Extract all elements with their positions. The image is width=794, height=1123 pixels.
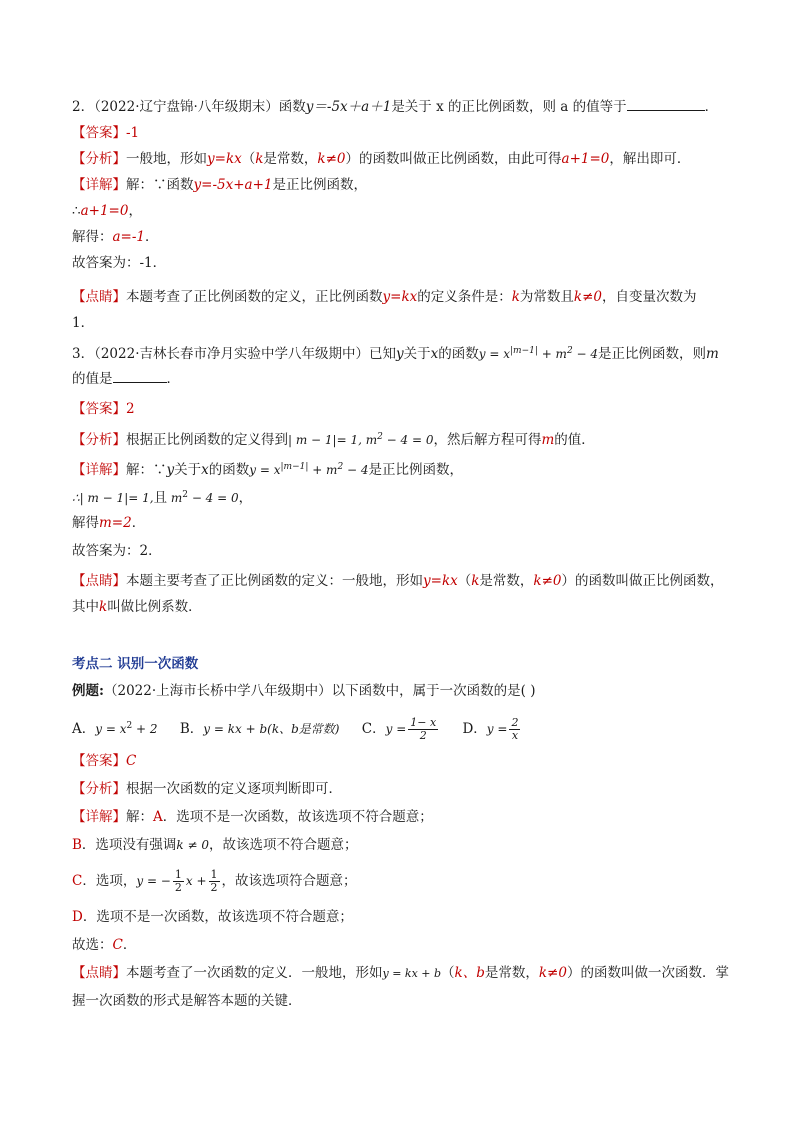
q3-step1-d: − 4 = 0 [188, 491, 239, 505]
q3-step1-e: ， [238, 490, 253, 506]
q3-analysis [72, 426, 734, 451]
option-a-label: A． [72, 721, 96, 737]
q2-analysis-k0: k≠0 [317, 151, 346, 167]
q3-func-exp: |m−1| [510, 346, 538, 356]
q3-comment [72, 570, 734, 592]
q3-analysis-m: m [541, 432, 555, 448]
q3-stem-mid3: 是正比例函数，则 [598, 346, 706, 362]
q3-detail-function [249, 463, 368, 477]
q3-stem-y: y [396, 346, 404, 362]
q3-func-exp2: 2 [566, 346, 573, 356]
example-label: 例题: [72, 683, 104, 699]
example-line-c-b: ，故该选项符合题意； [221, 873, 357, 889]
q2-analysis-a: 一般地，形如 [126, 151, 207, 167]
q3-stem-mid1: 关于 [403, 346, 431, 362]
q3-step2-b: ． [131, 515, 146, 531]
q2-stem [72, 96, 734, 118]
detail-tag: 【详解】 [72, 177, 126, 193]
q2-analysis-c: 是常数， [263, 151, 318, 167]
option-d-lhs: y = [486, 722, 508, 736]
detail-tag: 【详解】 [72, 809, 126, 825]
q3-func-c: − 4 [572, 347, 598, 361]
q2-analysis [72, 148, 734, 170]
q2-answer-blank [627, 96, 705, 111]
option-c-num: 1− x [410, 716, 437, 729]
q2-function: y＝-5x＋a＋1 [305, 99, 392, 115]
q2-comment [72, 286, 734, 308]
q2-comment-a: 本题考查了正比例函数的定义，正比例函数 [126, 289, 383, 305]
q3-analysis-eq-exp: 2 [377, 432, 383, 442]
example-line-b-eq: k ≠ 0 [176, 838, 210, 852]
q3-comment-line2-k: k [99, 599, 108, 615]
example-line-c-d1: 2 [174, 881, 182, 894]
option-d-den: x [511, 729, 519, 742]
option-a-exp: 2 [126, 721, 133, 731]
example-comment-a: 本题考查了一次函数的定义．一般地，形如 [126, 965, 383, 981]
example-comment-k0: k≠0 [538, 965, 567, 981]
q2-step2-b: ． [145, 229, 159, 245]
q3-analysis-c: 的值． [554, 432, 595, 448]
q2-comment-func: y=kx [382, 289, 418, 305]
q3-step1-exp: 2 [182, 490, 188, 500]
q3-detail-b: 关于 [174, 462, 202, 478]
q3-detail-d: 是正比例函数， [368, 462, 463, 478]
q3-comment-func: y=kx [423, 573, 458, 589]
q3-detail-c: 的函数 [208, 462, 250, 478]
example-line-b-label: B [72, 837, 82, 853]
answer-tag: 【答案】 [72, 125, 126, 141]
option-b [180, 715, 340, 743]
q3-stem [72, 340, 734, 365]
example-comment [72, 962, 734, 985]
q3-comment-k0: k≠0 [533, 573, 562, 589]
option-d-num: 2 [511, 716, 519, 729]
analysis-tag: 【分析】 [72, 781, 126, 797]
q2-analysis-e: ，解出即可． [609, 151, 691, 167]
q3-step1-c: m [167, 491, 183, 505]
q3-step1 [72, 484, 734, 509]
q3-stem-prefix: 3．（2022·吉林长春市净月实验中学八年级期中）已知 [72, 346, 396, 362]
q2-detail-a: 解：∵函数 [126, 177, 194, 193]
q3-stem-m: m [706, 346, 719, 362]
q3-func-a: y = x [478, 347, 510, 361]
detail-tag: 【详解】 [72, 462, 126, 478]
q3-detail-y: y [166, 462, 175, 478]
q3-comment-a: 本题主要考查了正比例函数的定义：一般地，形如 [126, 573, 423, 589]
q2-step1 [72, 200, 734, 222]
q2-comment-e: 1． [72, 315, 95, 331]
example-comment-line2: 握一次函数的形式是解答本题的关键． [72, 993, 302, 1009]
q2-analysis-d: ）的函数叫做正比例函数，由此可得 [345, 151, 562, 167]
q2-analysis-eq: a+1=0 [561, 151, 610, 167]
option-b-text: y = kx + b(k、b是常数) [203, 722, 340, 736]
q2-step1-a: ∴ [72, 203, 81, 219]
example-analysis-text: 根据一次函数的定义逐项判断即可． [126, 781, 342, 797]
example-line-d-label: D [72, 909, 83, 925]
q3-step1-a: ∴| m − 1|= 1, [72, 491, 154, 505]
example-line-c-n2: 1 [210, 868, 218, 881]
q2-comment-c: 为常数且 [519, 289, 574, 305]
example-comment-b: （ [441, 965, 455, 981]
q2-answer-value: -1 [126, 125, 140, 141]
example-answer-value: C [126, 753, 137, 769]
q3-comment-line2-a: 其中 [72, 599, 99, 615]
q3-analysis-eq-a: | m − 1|= 1, m [288, 433, 378, 447]
option-b-label: B． [179, 721, 204, 737]
example-answer [72, 750, 734, 772]
example-comment-func: y = kx + b [382, 967, 442, 980]
example-detail-a: 解： [126, 809, 153, 825]
q2-detail-func: y=-5x+a+1 [193, 177, 273, 193]
example-line-b [72, 834, 734, 856]
q2-detail-b: 是正比例函数， [272, 177, 367, 193]
option-d-label: D． [462, 721, 487, 737]
option-a [72, 712, 158, 743]
q3-stem-mid2: 的函数 [438, 346, 479, 362]
q3-detail-f-b: + m [308, 463, 338, 477]
q3-step3 [72, 540, 734, 562]
q3-analysis-eq [288, 433, 433, 447]
option-c-label: C． [361, 721, 386, 737]
comment-tag: 【点睛】 [72, 289, 126, 305]
example-stem-text: （2022·上海市长桥中学八年级期中）以下函数中，属于一次函数的是( ) [103, 683, 536, 699]
q2-step1-eq: a+1=0 [80, 203, 129, 219]
q3-stem-line2-text: 的值是 [72, 371, 113, 387]
q2-answer [72, 122, 734, 144]
q2-analysis-func: y=kx [207, 151, 242, 167]
example-final-b: ． [122, 937, 137, 953]
example-line-c-a: ．选项， [82, 873, 137, 889]
q3-detail-a: 解：∵ [126, 462, 167, 478]
example-options [72, 712, 734, 743]
q2-detail [72, 174, 734, 196]
example-line-d-a: ．选项不是一次函数，故该选项不符合题意； [82, 909, 353, 925]
q3-comment-b: （ [457, 573, 472, 589]
q3-step2-a: 解得 [72, 515, 99, 531]
example-stem [72, 680, 734, 702]
section-title: 考点二 识别一次函数 [72, 656, 199, 672]
example-line-b-a: ．选项没有强调 [81, 837, 177, 853]
example-detail-option-a: A [153, 809, 163, 825]
q2-comment-k0: k≠0 [573, 289, 603, 305]
example-detail-b: ．选项不是一次函数，故该选项不符合题意； [162, 809, 433, 825]
q2-final-answer: 故答案为：-1． [72, 255, 167, 271]
q3-stem-end: ． [166, 371, 180, 387]
example-comment-kb: k、b [454, 965, 485, 981]
answer-tag: 【答案】 [72, 753, 126, 769]
example-line-c-frac2 [209, 869, 220, 894]
q2-analysis-k: k [255, 151, 264, 167]
example-final-choice: C [112, 937, 123, 953]
q3-answer-value: 2 [126, 401, 135, 417]
example-comment-c: 是常数， [484, 965, 539, 981]
example-analysis [72, 778, 734, 800]
option-c-fraction [408, 717, 438, 742]
analysis-tag: 【分析】 [72, 151, 126, 167]
example-comment-d: ）的函数叫做一次函数．掌 [566, 965, 729, 981]
option-c [362, 715, 440, 743]
q2-stem-mid: 是关于 x 的正比例函数，则 a 的值等于 [391, 99, 627, 115]
option-a-a: y = x [95, 722, 127, 736]
example-final [72, 934, 734, 956]
q3-answer [72, 398, 734, 420]
q3-comment-k: k [471, 573, 480, 589]
example-line-c-n1: 1 [174, 868, 182, 881]
q3-analysis-a: 根据正比例函数的定义得到 [126, 432, 288, 448]
example-line-c-frac1 [173, 869, 184, 894]
q3-comment-cont [72, 596, 734, 618]
q3-analysis-b: ，然后解方程可得 [433, 432, 542, 448]
q3-detail-f-c: − 4 [343, 463, 369, 477]
q3-step2 [72, 512, 734, 534]
example-line-c-mid: x + [185, 874, 207, 888]
q3-step1-b: 且 [153, 490, 168, 506]
q3-step2-eq: m=2 [99, 515, 132, 531]
q3-detail-f-exp: |m−1| [280, 462, 309, 472]
example-line-c [72, 866, 734, 896]
option-a-b: + 2 [132, 722, 158, 736]
q3-detail-f-exp2: 2 [337, 462, 344, 472]
q3-comment-d: ）的函数叫做正比例函数， [561, 573, 724, 589]
q3-comment-line2-b: 叫做比例系数． [107, 599, 202, 615]
q2-comment-k: k [511, 289, 520, 305]
option-c-den: 2 [419, 729, 427, 742]
q3-function [479, 347, 598, 361]
example-detail [72, 806, 734, 828]
option-d-fraction [509, 717, 520, 742]
q3-answer-blank [113, 368, 167, 383]
q2-step3 [72, 252, 734, 274]
q3-analysis-eq-b: − 4 = 0 [382, 433, 434, 447]
q3-final-answer: 故答案为：2． [72, 543, 162, 559]
q2-comment-cont [72, 312, 734, 334]
example-line-c-lhs: y = − [136, 874, 171, 888]
q3-detail-f-a: y = x [249, 463, 281, 477]
q2-step1-b: ， [128, 203, 142, 219]
example-line-c-label: C [72, 873, 83, 889]
answer-tag: 【答案】 [72, 401, 126, 417]
example-line-d [72, 906, 734, 928]
q2-analysis-b: （ [241, 151, 256, 167]
example-line-b-b: ，故该选项不符合题意； [209, 837, 358, 853]
analysis-tag: 【分析】 [72, 432, 126, 448]
q2-stem-prefix: 2．（2022·辽宁盘锦·八年级期末）函数 [72, 99, 306, 115]
example-final-a: 故选： [72, 937, 113, 953]
q2-stem-end: ． [704, 99, 719, 115]
example-line-c-d2: 2 [210, 881, 218, 894]
q2-comment-b: 的定义条件是： [417, 289, 512, 305]
comment-tag: 【点睛】 [72, 965, 126, 981]
q2-step2-a: 解得： [72, 229, 113, 245]
q3-detail-x: x [201, 462, 209, 478]
q3-comment-c: 是常数， [479, 573, 534, 589]
comment-tag: 【点睛】 [72, 573, 126, 589]
q2-step2-eq: a=-1 [112, 229, 146, 245]
q3-detail [72, 456, 734, 481]
q2-step2 [72, 226, 734, 248]
q3-stem-x: x [430, 346, 439, 362]
option-d [462, 715, 522, 743]
option-c-lhs: y = [385, 722, 407, 736]
q2-comment-d: ，自变量次数为 [602, 289, 697, 305]
q3-func-b: + m [537, 347, 567, 361]
example-comment-cont [72, 990, 734, 1012]
q3-stem-line2 [72, 368, 734, 390]
